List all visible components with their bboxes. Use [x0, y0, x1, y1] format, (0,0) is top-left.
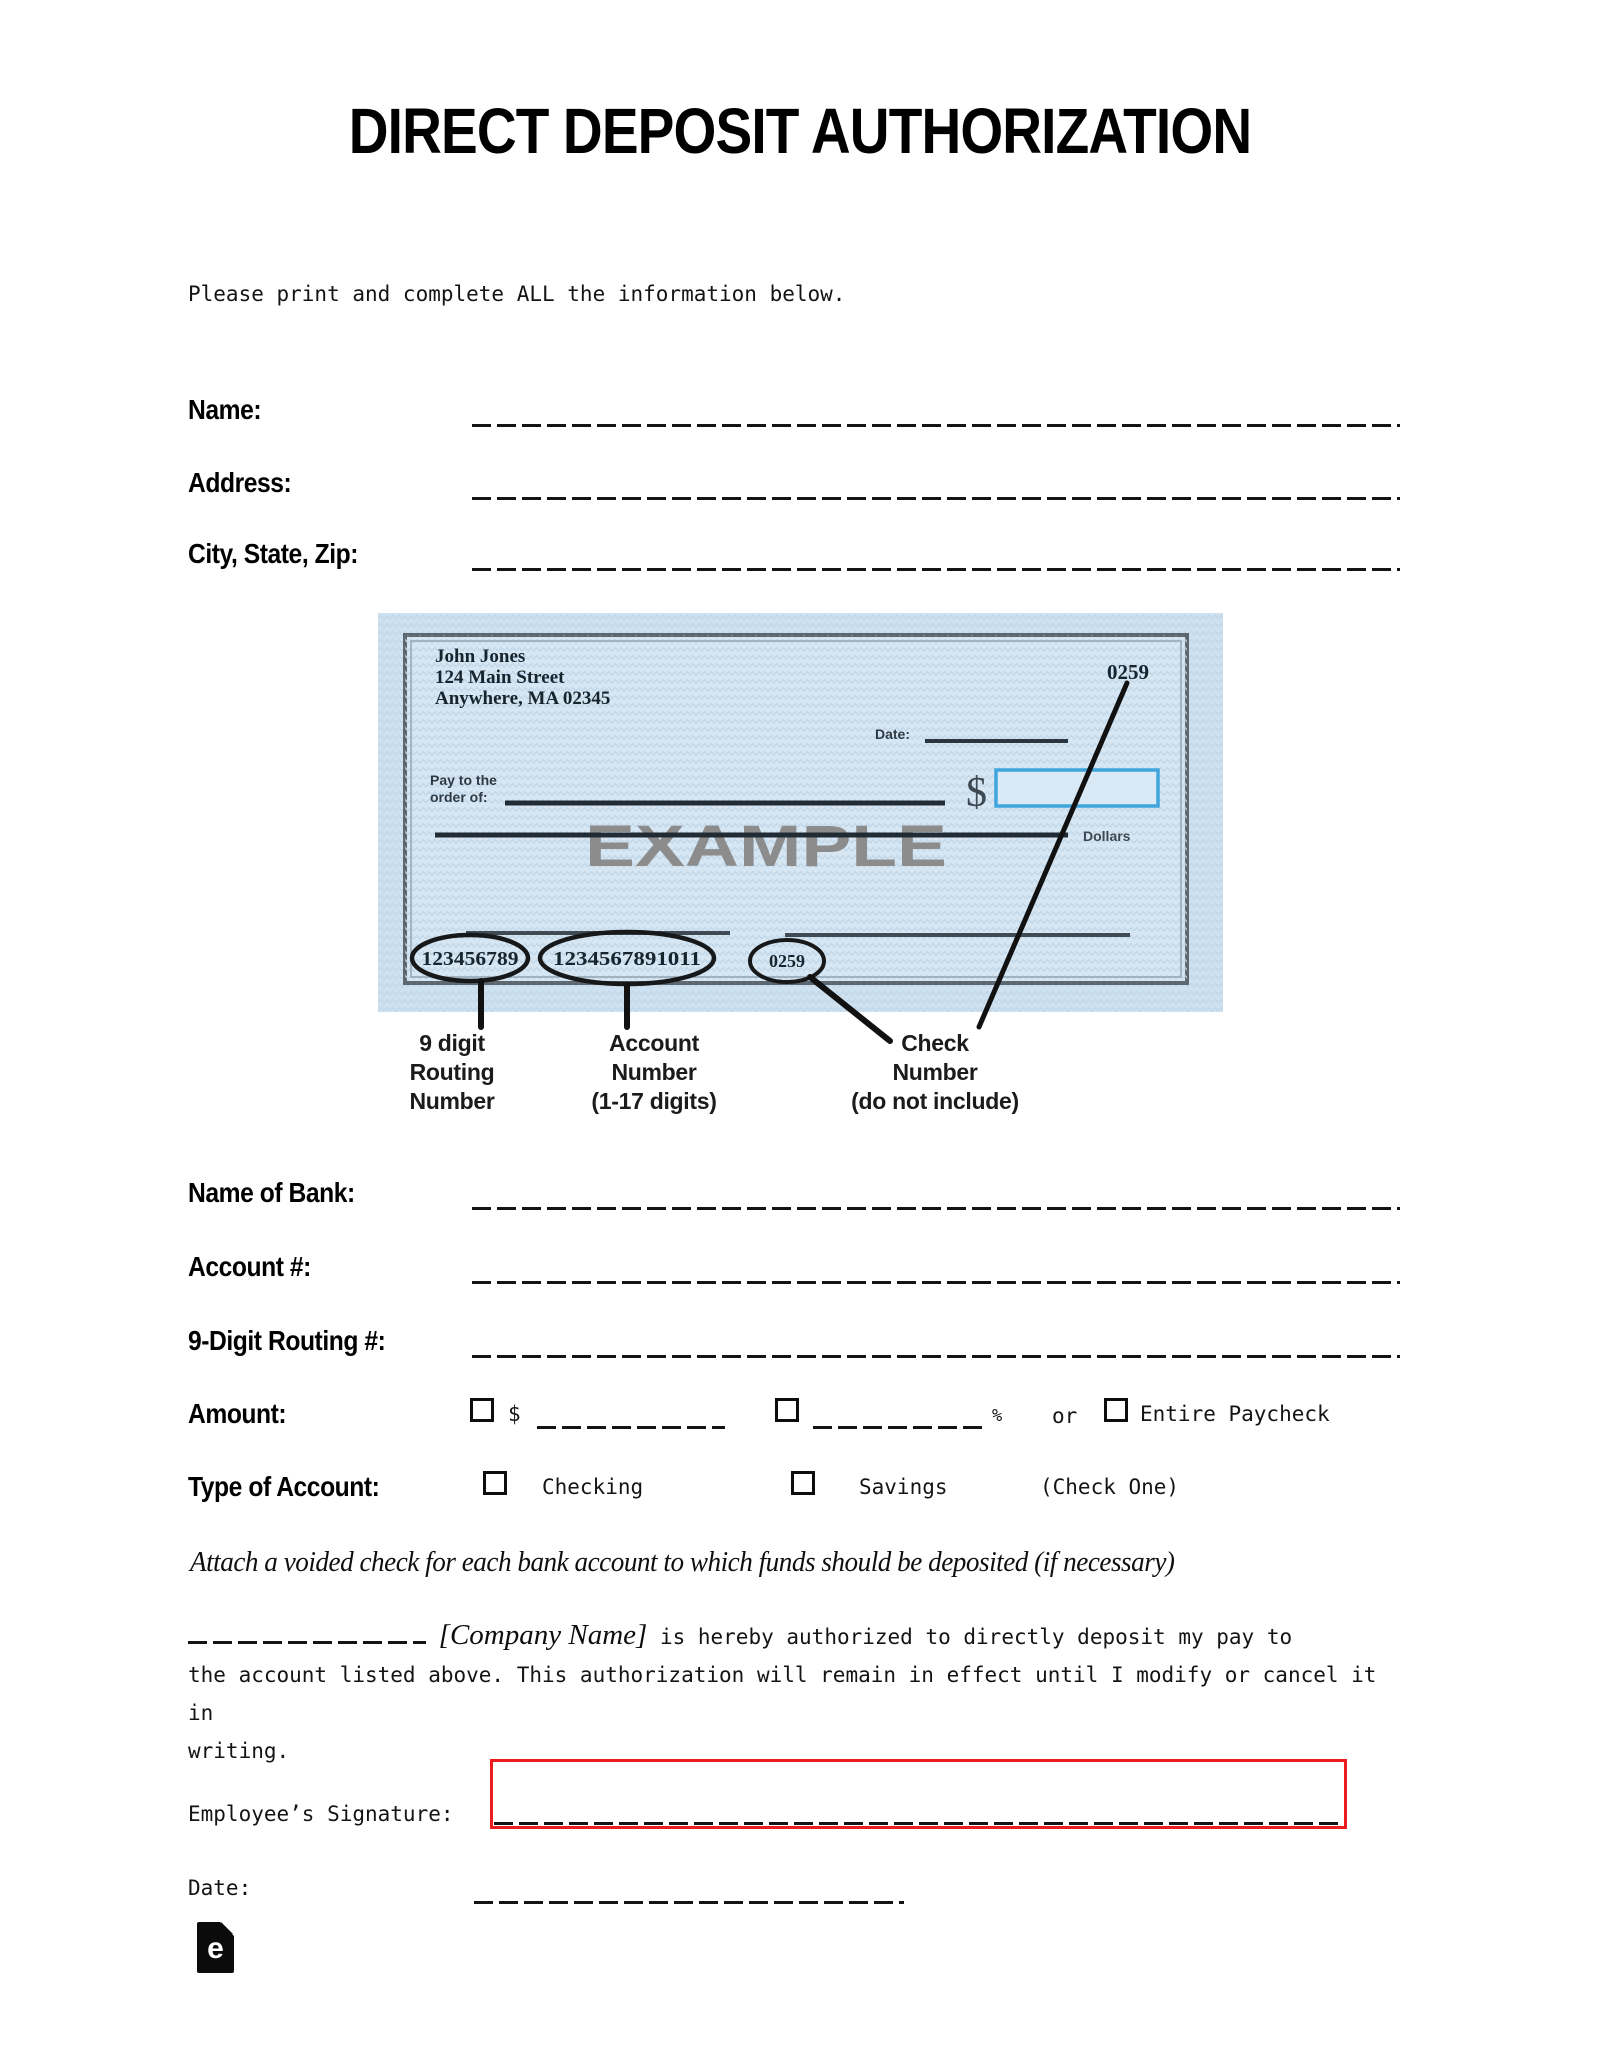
account-type-label: Type of Account:	[188, 1471, 380, 1502]
callout-check-line1: Check	[901, 1030, 969, 1056]
callout-account-line1: Account	[609, 1030, 699, 1056]
city-state-zip-input-line[interactable]	[472, 568, 1400, 571]
callout-check-line2: Number	[892, 1059, 978, 1085]
checkbox-amount-percent[interactable]	[775, 1398, 799, 1422]
amount-percent-input-line[interactable]	[813, 1426, 988, 1429]
check-payto-label-2: order of:	[430, 789, 488, 805]
company-name-input-line[interactable]	[188, 1623, 426, 1644]
address-label: Address:	[188, 467, 292, 498]
check-routing-number: 123456789	[421, 948, 519, 970]
amount-dollar-prefix: $	[508, 1402, 521, 1426]
check-payer-name: John Jones	[435, 646, 526, 667]
bank-name-input-line[interactable]	[472, 1207, 1400, 1210]
check-payto-label-1: Pay to the	[430, 772, 497, 788]
amount-dollar-input-line[interactable]	[537, 1426, 725, 1429]
amount-percent-suffix: %	[992, 1406, 1003, 1426]
check-date-label: Date:	[875, 726, 911, 742]
signature-highlight-box[interactable]	[490, 1759, 1347, 1829]
account-number-input-line[interactable]	[472, 1281, 1400, 1284]
intro-text: Please print and complete ALL the information below.	[188, 282, 846, 306]
date-input-line[interactable]	[474, 1901, 904, 1904]
check-payer-street: 124 Main Street	[435, 667, 565, 688]
callout-account-line3: (1-17 digits)	[591, 1088, 717, 1114]
address-input-line[interactable]	[472, 497, 1400, 500]
employee-signature-input-line[interactable]	[494, 1822, 1342, 1825]
authorization-text-line2: the account listed above. This authorization will remain in effect until I modify or cancel it in	[188, 1663, 1377, 1725]
date-label: Date:	[188, 1876, 252, 1900]
check-example-watermark: EXAMPLE	[585, 814, 947, 879]
amount-or-text: or	[1052, 1404, 1078, 1428]
callout-routing-line3: Number	[409, 1088, 495, 1114]
authorization-text-line3: writing.	[188, 1739, 290, 1763]
routing-number-label: 9-Digit Routing #:	[188, 1325, 386, 1356]
checking-label: Checking	[542, 1475, 644, 1499]
check-one-note: (Check One)	[1040, 1475, 1180, 1499]
check-dollar-sign: $	[966, 770, 987, 816]
routing-number-input-line[interactable]	[472, 1355, 1400, 1358]
checkbox-entire-paycheck[interactable]	[1104, 1398, 1128, 1422]
check-payer-city: Anywhere, MA 02345	[435, 688, 611, 709]
attach-voided-check-note: Attach a voided check for each bank account to which funds should be deposited (if necessary)	[190, 1547, 1175, 1578]
checkbox-checking[interactable]	[483, 1471, 507, 1495]
name-label: Name:	[188, 394, 262, 425]
example-check-figure	[378, 613, 1223, 1123]
page-title: DIRECT DEPOSIT AUTHORIZATION	[348, 95, 1252, 167]
checkbox-savings[interactable]	[791, 1471, 815, 1495]
bank-name-label: Name of Bank:	[188, 1177, 355, 1208]
company-name-placeholder: [Company Name]	[438, 1619, 648, 1651]
check-number-top: 0259	[1107, 660, 1149, 684]
savings-label: Savings	[859, 1475, 948, 1499]
city-state-zip-label: City, State, Zip:	[188, 538, 359, 569]
logo-letter-e: e	[207, 1932, 224, 1965]
entire-paycheck-label: Entire Paycheck	[1140, 1402, 1330, 1426]
account-number-label: Account #:	[188, 1251, 311, 1282]
check-dollars-label: Dollars	[1083, 828, 1131, 844]
eforms-logo	[197, 1922, 234, 1973]
callout-routing-line2: Routing	[409, 1059, 495, 1085]
authorization-text-line1: is hereby authorized to directly deposit my pay to	[659, 1625, 1293, 1649]
authorization-paragraph	[188, 1616, 1408, 1770]
name-input-line[interactable]	[472, 424, 1400, 427]
callout-routing-line1: 9 digit	[419, 1030, 485, 1056]
check-account-number: 1234567891011	[553, 948, 701, 970]
check-number-bottom: 0259	[769, 951, 805, 971]
callout-check-line3: (do not include)	[851, 1088, 1019, 1114]
callout-account-line2: Number	[611, 1059, 697, 1085]
amount-label: Amount:	[188, 1398, 287, 1429]
checkbox-amount-dollar[interactable]	[470, 1398, 494, 1422]
employee-signature-label: Employee’s Signature:	[188, 1802, 454, 1826]
